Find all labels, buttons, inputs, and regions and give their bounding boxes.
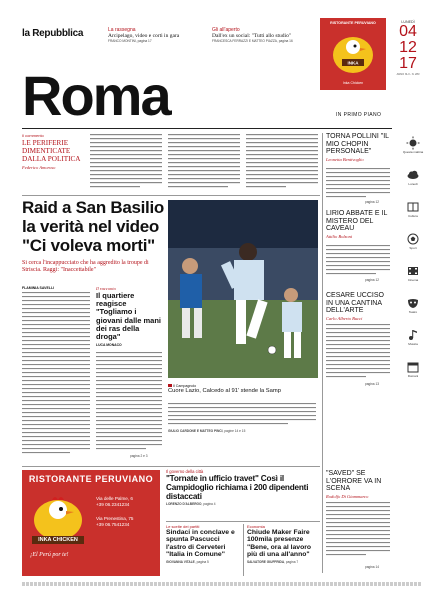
lead-page-ref[interactable]: pagina 2 e 3 [130,454,148,458]
bottom-headline: Sindaci in conclave e spunta Pascucci l'astro di Cerveteri "Italia in Comune" [166,529,235,559]
rail-body-lines [326,324,392,386]
service-label: Musica [408,342,418,346]
service-item[interactable] [398,232,428,250]
ad-top-sub: Inka Chicken [342,81,364,85]
commento-headline: LE PERIFERIE DIMENTICATE DALLA POLITICA [22,139,81,163]
racconto-byline: LUCA MONACO [96,343,122,348]
teaser-kicker: La rassegna [108,27,136,33]
service-strip [398,136,428,378]
rail-byline: Attilio Bolzoni [326,233,353,239]
text-columns-graphic [90,133,320,191]
date-box [393,20,423,76]
lead-body-graphic [22,292,92,462]
ad-phone-2: +39 06.7541234 [96,522,130,527]
rail-story-abbate[interactable] [326,210,392,239]
teaser-rassegna[interactable] [108,27,204,43]
ad-phone-1: +39 06.2341234 [96,502,130,507]
rail-page[interactable]: pagina 13 [365,382,380,386]
rail-byline: Rodolfo Di Giammarco [326,493,369,499]
chicken-mascot-icon [28,490,88,542]
rail-headline: CESARE UCCISO IN UNA CANTINA DELL'ARTE [326,292,384,315]
service-label: Questa mattina [402,150,424,154]
ad-address-2: Via Prenestina, 75 [96,516,134,521]
ad-top[interactable] [320,18,386,90]
bottom-byline: GIOVANNA VITALE, pagina 5 [166,559,209,564]
rail-body-lines [326,245,392,281]
bottom-byline: SALVATORE GIUFFRIDA, pagina 7 [247,559,299,564]
rail-body-graphic [326,324,392,386]
date-year: 17 [399,55,417,72]
racconto-headline: Il quartiere reagisce "Togliamo i giovani dalle mani dei ras della droga" [96,291,162,342]
rail-headline: LIRIO ABBATE E IL MISTERO DEL CAVEAU [326,210,388,233]
service-label: Domani [407,374,419,378]
rail-body-graphic [326,168,392,204]
rail-byline: Carlo Alberto Bucci [326,315,363,321]
lead-headline[interactable]: Raid a San Basilio la verità nel video "Ci voleva morti" [22,198,164,255]
rail-story-saved[interactable] [326,470,392,499]
commento-byline: Federico Amoroso [22,165,56,170]
lead-photo [168,200,318,378]
ad-top-title: RISTORANTE PERUVIANO [330,21,376,25]
caption-headline: Cuore Lazio, Calcedo al 91' stende la Samp [168,388,281,394]
issue-number: ANNO XLII - N. 283 [396,73,420,76]
commento-kicker: Il commento [22,133,44,138]
ad-brand: INKA CHICKEN [32,536,84,544]
racconto-kicker: Il racconto [96,286,116,291]
service-item[interactable] [398,328,428,346]
rail-page[interactable]: pagina 12 [365,278,380,282]
service-label: Cinema [407,278,419,282]
campidoglio-headline: "Tornate in ufficio travet" Così il Campidoglio richiama i 200 dipendenti distaccati [166,474,309,501]
day-name: LUNEDÌ [401,20,415,24]
bottom-headline: Chiude Maker Faire 100mila presenze "Bene, ora al lavoro più di una all'anno" [247,529,312,559]
teaser-headline: Dall'ex un social: "Tutti allo studio" [212,33,292,39]
teaser-headline: Arcipelago, video e corti in gara [108,33,180,39]
service-item[interactable] [398,168,428,186]
service-item[interactable] [398,296,428,314]
service-item[interactable] [398,136,428,154]
ad-bottom[interactable] [22,470,160,576]
teaser-kicker: Gli all'aperto [212,27,240,33]
rail-body-lines [326,502,392,564]
football-photo-graphic [168,200,318,378]
service-item[interactable] [398,200,428,218]
service-label: Teatro [408,310,418,314]
teaser-byline: FRANCO MONTINI, pagina 17 [108,39,152,43]
masthead-rule [22,128,392,129]
rail-story-cesare[interactable] [326,292,392,321]
rail-byline: Leonetta Bentivoglio [326,156,364,162]
rail-headline: "SAVED" SE L'ORRORE VA IN SCENA [326,470,382,493]
rail-page[interactable]: pagina 14 [365,565,380,569]
lead-deck: Si cerca l'incappucciato che ha aggredito la troupe di Striscia. Raggi: "Inaccettabile" [22,260,149,273]
racconto-body-lines [96,352,164,462]
bottom-kicker: Economia [247,524,265,529]
teaser-byline: FRANCESCA FERRAZZI E MATTEO PIAZZA, pagina 16 [212,39,293,43]
note-icon [406,328,420,342]
photo-caption[interactable] [168,384,318,395]
repubblica-logo: la Repubblica [22,28,84,39]
film-icon [406,264,420,278]
lead-body-lines [22,292,92,462]
caption-byline: GIULIO CARDONE E MATTEO PINCI, pagine 14 e 15 [168,429,246,433]
campidoglio-block[interactable] [166,469,320,506]
mask-icon [406,296,420,310]
date-day: 04 [399,23,417,40]
svg-text:INKA: INKA [347,60,359,66]
ad-bottom-title: RISTORANTE PERUVIANO [28,474,154,484]
racconto-block[interactable] [96,286,164,347]
commento-text-lines [90,133,320,191]
rail-body-graphic [326,245,392,281]
service-item[interactable] [398,360,428,378]
edition-label: IN PRIMO PIANO [336,112,382,118]
service-label: Cultura [408,214,418,218]
commento-block[interactable] [22,133,84,170]
bottom-story-economia[interactable] [247,524,320,564]
rail-body-graphic [326,502,392,564]
footer-fineprint [22,582,422,586]
date-month: 12 [399,39,417,56]
chicken-logo-icon [320,25,386,81]
bottom-divider [243,524,244,576]
campidoglio-kicker: Il governo della città [166,469,204,474]
section-rule [22,195,320,196]
city-title: Roma [22,64,170,127]
ad-slogan: ¡El Perú por te! [30,552,69,558]
bottom-kicker: Le scelte dei partiti [166,524,200,529]
ad-address-1: Via delle Palme, 6 [96,496,133,501]
bottom-rule [166,521,320,522]
rail-page[interactable]: pagina 12 [365,200,380,204]
ad-address-block [96,496,156,528]
service-item[interactable] [398,264,428,282]
lead-byline: FLAMINIA SAVELLI [22,286,55,290]
service-label: Lunedì [408,182,418,186]
campidoglio-byline: LORENZO D'ALBERGO, pagina 4 [166,502,216,506]
rail-story-pollini[interactable] [326,133,392,162]
sun-icon [406,136,420,150]
caption-kicker: Il Campagnolo [168,384,318,388]
book-icon [406,200,420,214]
calendar-icon [406,360,420,374]
rail-body-lines [326,168,392,204]
bottom-story-partiti[interactable] [166,524,240,564]
service-label: Sport [409,246,417,250]
racconto-body-graphic [96,352,164,462]
ball-icon [406,232,420,246]
cloud-icon [406,168,420,182]
teaser-aperto[interactable] [212,27,312,43]
lower-rule [22,466,320,467]
rail-headline: TORNA POLLINI "IL MIO CHOPIN PERSONALE" [326,133,389,156]
